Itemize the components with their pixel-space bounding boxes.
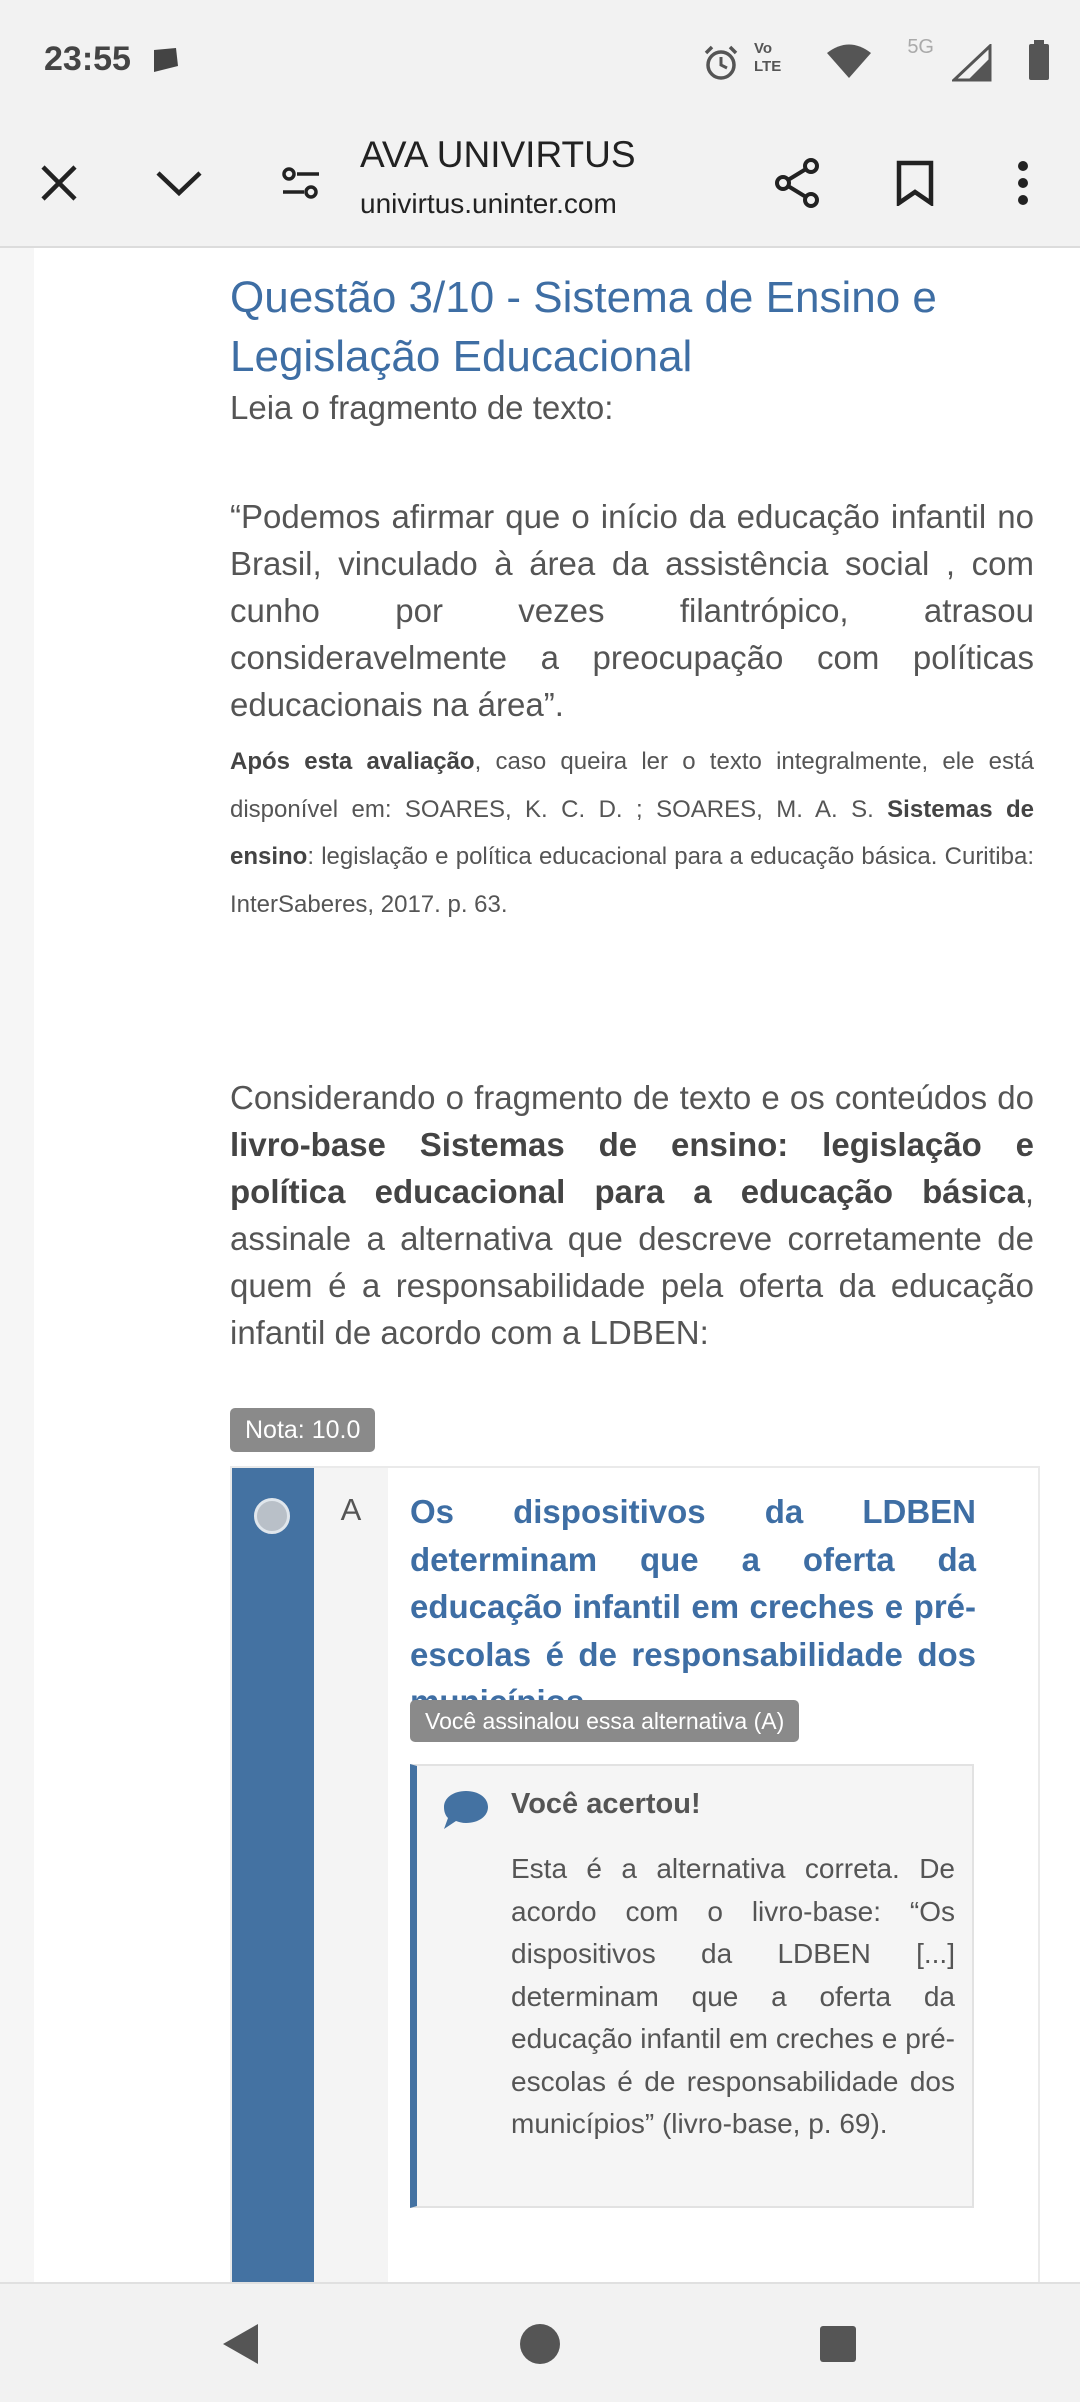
alternative-letter-column: [314, 1468, 388, 2282]
question-title: Questão 3/10 - Sistema de Ensino e Legislação Educacional: [230, 273, 937, 381]
feedback-text: Esta é a alternativa correta. De acordo com o livro-base: “Os dispositivos da LDBEN [...] determinam que a oferta da educação infantil em creches e pré-escolas é de responsabilidade dos municípios” (livro-base, p. 69).: [511, 1853, 955, 2139]
more-options-button[interactable]: [988, 148, 1058, 218]
alternative-radio[interactable]: [254, 1498, 290, 1534]
site-settings-button[interactable]: [266, 148, 336, 218]
page-title: AVA UNIVIRTUS: [360, 134, 636, 175]
reference-text-2: : legislação e política educacional para a educação básica. Curitiba: InterSaberes, 2017. p. 63.: [230, 843, 1034, 918]
question-intro: Leia o fragmento de texto:: [230, 389, 614, 426]
cellular-icon: [952, 44, 992, 82]
back-button[interactable]: [210, 2314, 270, 2374]
back-icon: [220, 2322, 260, 2366]
close-icon: [39, 163, 79, 203]
chevron-down-icon: [155, 168, 203, 198]
reference-bold-2: Sistemas de ensino: [230, 795, 1035, 870]
wifi-icon: [826, 44, 872, 80]
page-url[interactable]: univirtus.uninter.com: [360, 188, 617, 219]
bookmark-button[interactable]: [880, 148, 950, 218]
home-button[interactable]: [510, 2314, 570, 2374]
volte-label-top: Vo: [754, 40, 773, 57]
home-icon: [518, 2322, 562, 2366]
question-prompt: [230, 1074, 1034, 1356]
comment-icon: [441, 1788, 491, 1832]
navigation-bar: [0, 2282, 1080, 2402]
battery-icon: [1028, 40, 1050, 80]
alternative-a[interactable]: [230, 1466, 1040, 2282]
content-area: [34, 248, 1080, 2282]
status-time: 23:55: [44, 40, 131, 78]
minimize-button[interactable]: [144, 148, 214, 218]
prompt-text-1: Considerando o fragmento de texto e os conteúdos do: [230, 1079, 1034, 1116]
bookmark-icon: [896, 160, 934, 206]
recents-icon: [818, 2324, 858, 2364]
close-tab-button[interactable]: [24, 148, 94, 218]
alternative-letter: A: [340, 1492, 362, 1527]
more-vert-icon: [1016, 160, 1030, 206]
reference-bold-1: Após esta avaliação: [230, 748, 475, 775]
reference-text-1: , caso queira ler o texto integralmente, ele está disponível em: SOARES, K. C. D. ; SOARES, M. A. S.: [230, 748, 1035, 823]
prompt-text-2: , assinale a alternativa que descreve corretamente de quem é a responsabilidade pela oferta da educação infantil de acordo com a LDBEN:: [230, 1173, 1034, 1351]
question-quote: “Podemos afirmar que o início da educação infantil no Brasil, vinculado à área da assistência social , com cunho por vezes filantrópico, atrasou consideravelmente a preocupação com políticas educacionais na área”.: [230, 498, 1034, 723]
status-bar: [0, 0, 1080, 120]
grade-badge: Nota: 10.0: [230, 1408, 375, 1452]
feedback-title: Você acertou!: [511, 1788, 701, 1820]
reference-text: [230, 738, 1034, 928]
selected-badge: Você assinalou essa alternativa (A): [410, 1700, 799, 1742]
recents-button[interactable]: [808, 2314, 868, 2374]
alarm-icon: [702, 44, 740, 82]
share-icon: [773, 157, 821, 209]
browser-toolbar: [0, 120, 1080, 248]
feedback-box: [410, 1764, 974, 2208]
alternative-selected-bar: [232, 1468, 314, 2282]
volte-label-bottom: LTE: [754, 58, 782, 75]
share-button[interactable]: [762, 148, 832, 218]
volte-icon: [754, 40, 794, 80]
network-label: 5G: [907, 36, 934, 58]
tune-icon: [279, 165, 323, 201]
web-page: [0, 248, 1080, 2282]
prompt-bold: livro-base Sistemas de ensino: legislação e política educacional para a educação básica: [230, 1126, 1034, 1210]
alternative-text: Os dispositivos da LDBEN determinam que a oferta da educação infantil em creches e pré-escolas é de responsabilidade dos: [410, 1493, 976, 1673]
notification-icon: [150, 46, 180, 74]
